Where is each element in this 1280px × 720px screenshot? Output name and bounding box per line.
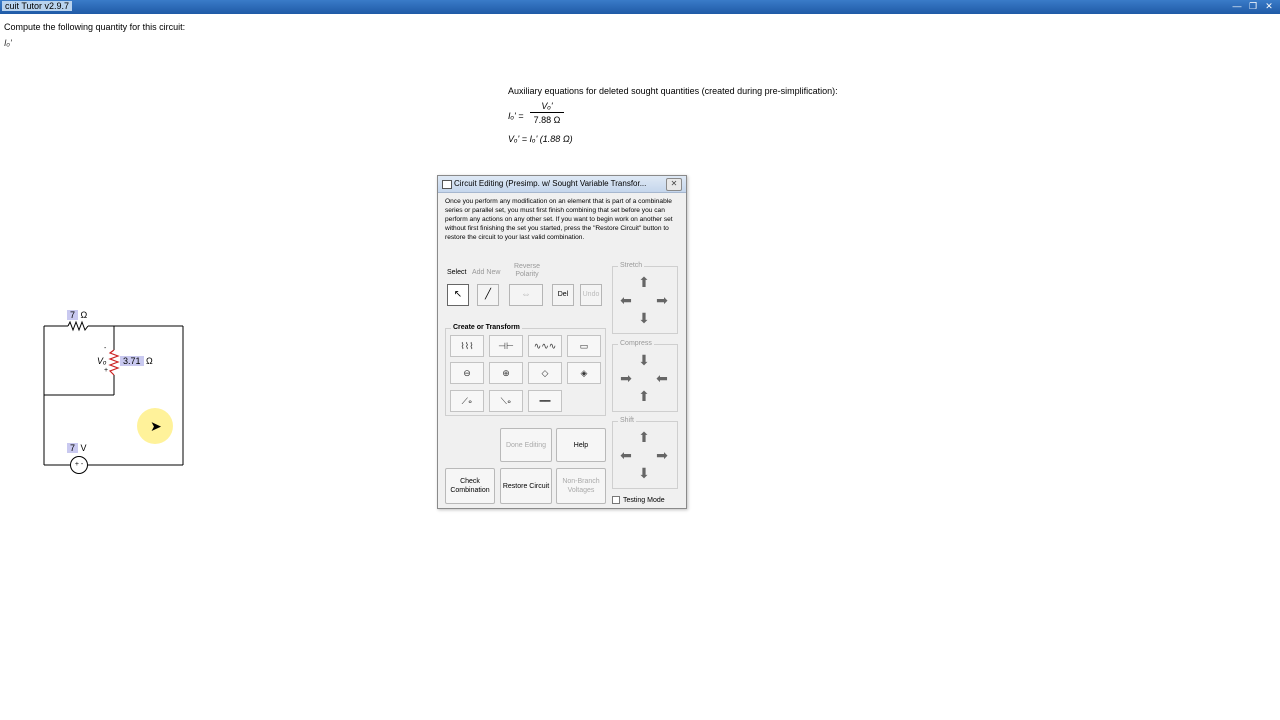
resistor-element-button[interactable] — [450, 335, 484, 357]
impedance-icon: ▭ — [579, 341, 589, 351]
eq1-numerator: Vₒ' — [530, 101, 564, 113]
delete-button[interactable]: Del — [552, 284, 574, 306]
circuit-canvas[interactable] — [40, 305, 200, 480]
circuit-wires — [40, 305, 200, 480]
stretch-right-arrow-icon[interactable]: ➡ — [656, 292, 668, 308]
switch-alt-icon: ⟍∘ — [500, 396, 512, 406]
close-icon[interactable]: ✕ — [1265, 1, 1273, 11]
resistor-icon: ⌇⌇⌇ — [460, 341, 474, 351]
undo-button[interactable]: Undo — [580, 284, 602, 306]
testing-mode-checkbox[interactable] — [612, 496, 665, 504]
aux-equation-2: Vₒ' = Iₒ' (1.88 Ω) — [508, 134, 573, 144]
mouse-cursor-icon: ➤ — [150, 418, 162, 434]
shift-left-arrow-icon[interactable]: ⬅ — [620, 447, 632, 463]
r-mid-label — [120, 356, 153, 366]
voltage-source-icon[interactable]: + - — [70, 456, 88, 474]
shift-legend: Shift — [620, 417, 635, 424]
non-branch-voltages-button[interactable]: Non-Branch Voltages — [556, 468, 606, 504]
impedance-element-button[interactable] — [567, 335, 601, 357]
check-combination-button[interactable]: Check Combination — [445, 468, 495, 504]
stretch-left-arrow-icon[interactable]: ⬅ — [620, 292, 632, 308]
testing-mode-label: Testing Mode — [623, 496, 665, 504]
checkbox-box[interactable] — [612, 496, 620, 504]
shift-right-arrow-icon[interactable]: ➡ — [656, 447, 668, 463]
minimize-icon[interactable]: — — [1232, 1, 1242, 11]
voltage-source-circle-icon: ⊖ — [463, 368, 471, 378]
eq1-fraction — [530, 101, 564, 125]
auxiliary-heading: Auxiliary equations for deleted sought quantities (created during pre-simplification): — [508, 86, 838, 96]
dialog-title: Circuit Editing (Presimp. w/ Sought Variable Transfor... — [454, 179, 647, 188]
active-resistor-shape[interactable] — [110, 350, 118, 375]
stretch-up-arrow-icon[interactable]: ⬆ — [638, 274, 650, 290]
compress-left-arrow-icon[interactable]: ⬅ — [656, 370, 668, 386]
sought-quantity: Iₒ' — [4, 38, 12, 48]
source-label — [67, 443, 87, 453]
voltage-source-button[interactable] — [450, 362, 484, 384]
window-controls — [1232, 1, 1274, 12]
pen-icon: ╱ — [484, 289, 492, 300]
switch-icon: ⟋∘ — [461, 396, 473, 406]
diamond-icon: ◇ — [541, 368, 549, 378]
dependent-current-source-button[interactable] — [567, 362, 601, 384]
dependent-voltage-source-button[interactable] — [528, 362, 562, 384]
compress-legend: Compress — [620, 340, 652, 347]
source-value[interactable]: 7 — [67, 443, 78, 453]
inductor-icon: ∿∿∿ — [533, 341, 557, 351]
add-new-label: Add New — [472, 269, 501, 276]
eq1-lhs: Iₒ' = — [508, 111, 524, 121]
vo-plus: + — [104, 367, 109, 374]
switch-open-button[interactable] — [450, 390, 484, 412]
select-tool-button[interactable] — [447, 284, 469, 306]
current-source-button[interactable] — [489, 362, 523, 384]
problem-prompt: Compute the following quantity for this circuit: — [4, 22, 186, 32]
r-top-unit: Ω — [80, 310, 88, 320]
done-editing-button[interactable]: Done Editing — [500, 428, 552, 462]
shift-up-arrow-icon[interactable]: ⬆ — [638, 429, 650, 445]
inductor-element-button[interactable] — [528, 335, 562, 357]
dialog-description: Once you perform any modification on an element that is part of a combinable series or parallel set, you must first finish combining that set before you can perform any actions on any other set. If you want to begin work on another set without first finishing the set you started, press the "Restore Circuit" button to restore the circuit to your last valid combination. — [445, 198, 673, 241]
dialog-titlebar — [438, 176, 686, 193]
select-label: Select — [447, 269, 467, 276]
pointer-icon: ↖ — [453, 289, 463, 300]
shift-down-arrow-icon[interactable]: ⬇ — [638, 465, 650, 481]
vo-minus: - — [104, 345, 107, 352]
reverse-polarity-button[interactable] — [509, 284, 543, 306]
vo-label: Vₒ — [97, 356, 107, 366]
wire-element-button[interactable] — [528, 390, 562, 412]
capacitor-element-button[interactable] — [489, 335, 523, 357]
capacitor-icon: ⊣⊢ — [498, 341, 514, 351]
add-new-tool-button[interactable] — [477, 284, 499, 306]
reverse-polarity-label: Reverse Polarity — [513, 263, 541, 278]
compress-up-arrow-icon[interactable]: ⬆ — [638, 388, 650, 404]
source-unit: V — [80, 443, 87, 453]
circuit-editing-dialog — [437, 175, 687, 509]
double-arrow-icon: ⇔ — [521, 289, 531, 300]
restore-circuit-button[interactable]: Restore Circuit — [500, 468, 552, 504]
restore-icon[interactable]: ❐ — [1248, 1, 1258, 11]
r-mid-value[interactable]: 3.71 — [120, 356, 144, 366]
stretch-legend: Stretch — [620, 262, 643, 269]
r-top-value[interactable]: 7 — [67, 310, 78, 320]
eq1-denominator: 7.88 Ω — [533, 115, 561, 125]
diamond-arrow-icon: ◈ — [580, 368, 588, 378]
stretch-down-arrow-icon[interactable]: ⬇ — [638, 310, 650, 326]
r-top-label — [67, 310, 87, 320]
switch-closed-button[interactable] — [489, 390, 523, 412]
window-title: cuit Tutor v2.9.7 — [2, 1, 72, 11]
r-mid-unit: Ω — [146, 356, 153, 366]
wire-icon: ━━ — [539, 396, 551, 406]
compress-right-arrow-icon[interactable]: ➡ — [620, 370, 632, 386]
current-source-circle-icon: ⊕ — [502, 368, 510, 378]
help-button[interactable]: Help — [556, 428, 606, 462]
window-titlebar — [0, 0, 1280, 14]
create-transform-legend: Create or Transform — [453, 324, 520, 331]
app-icon — [442, 180, 452, 189]
compress-down-arrow-icon[interactable]: ⬇ — [638, 352, 650, 368]
dialog-close-button[interactable]: ✕ — [666, 178, 682, 191]
